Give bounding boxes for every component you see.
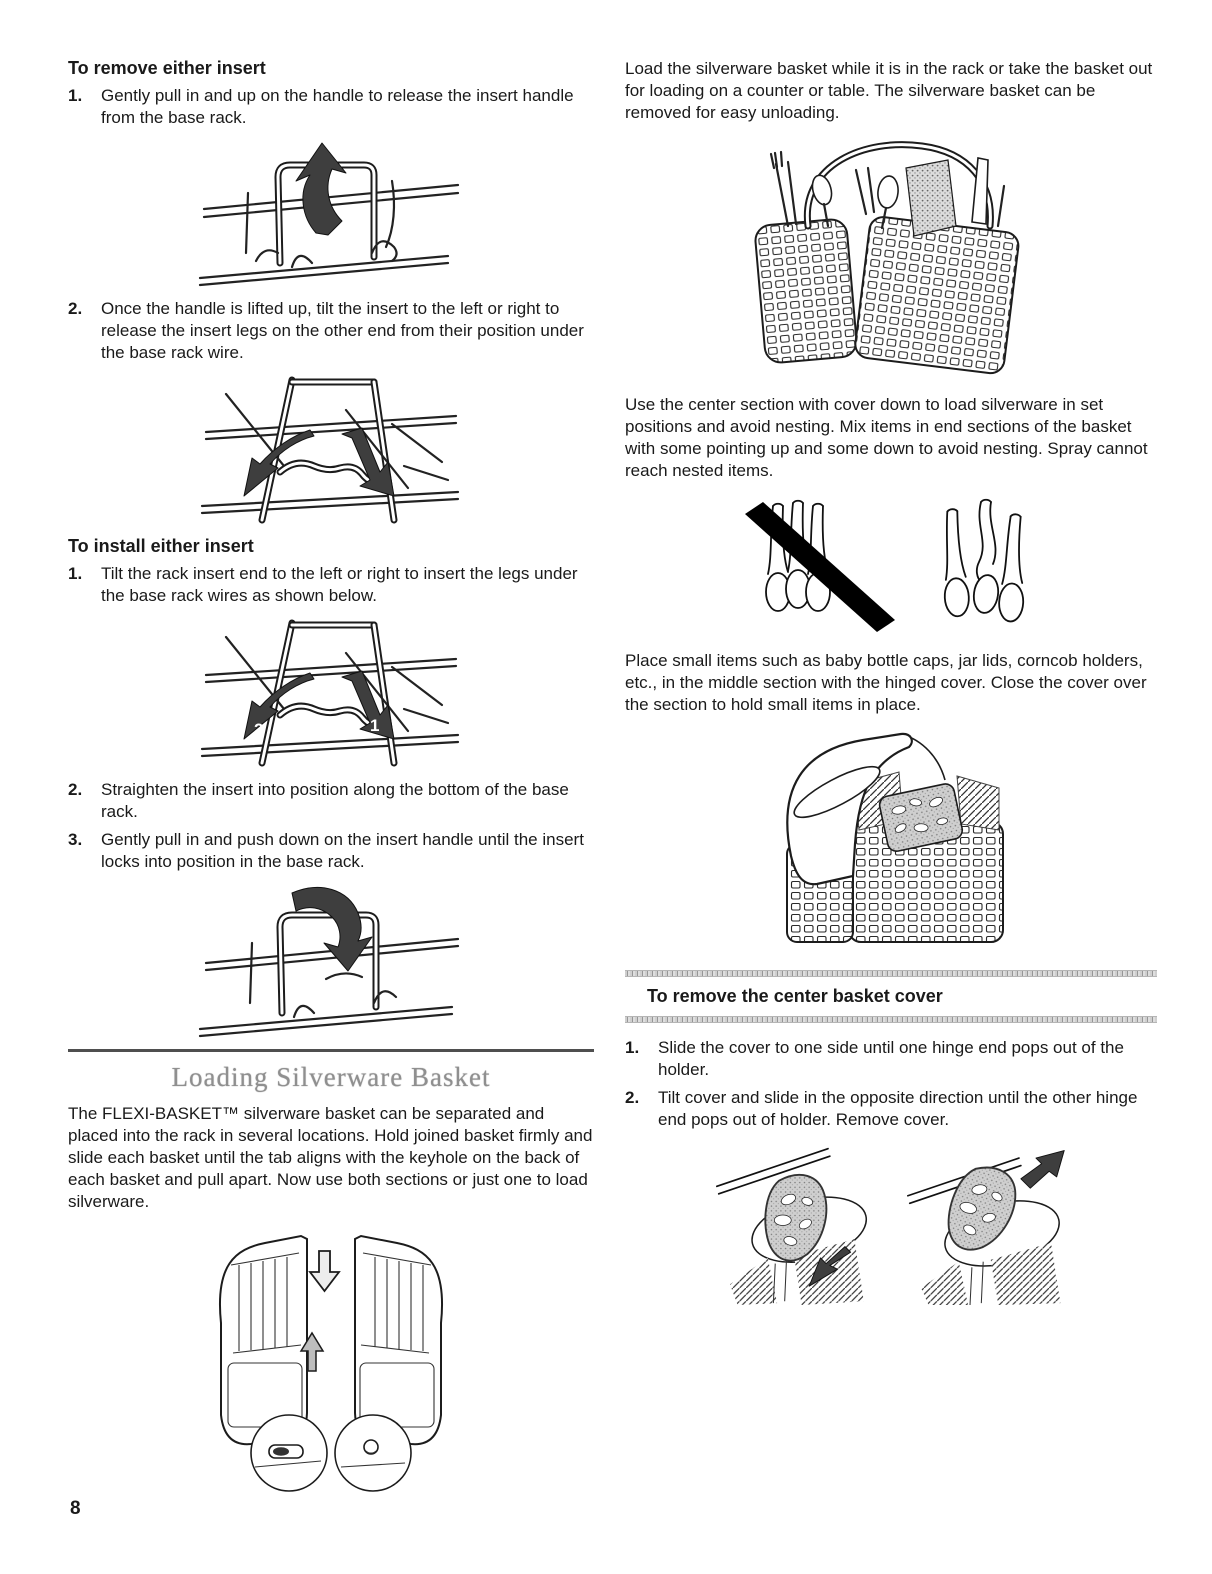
- wire-rack-install-illustration: [196, 613, 466, 771]
- wire-rack-tilt-illustration: [196, 370, 466, 528]
- basket-cover: [765, 1175, 826, 1261]
- section-divider: [68, 1049, 594, 1052]
- install-step-3: [68, 829, 594, 873]
- empty-basket-with-cover-illustration: [751, 726, 1031, 958]
- lift-arrow-icon: [1021, 1151, 1064, 1189]
- figure-install-insert: [68, 613, 594, 771]
- figure-empty-basket: [625, 726, 1157, 958]
- loading-basket-paragraph: The FLEXI-BASKET™ silverware basket can be separated and placed into the rack in several locations. Hold joined basket firmly and slide each basket until the tab aligns with the keyhole on the back of each basket and pull apart. Now use both sections or just one to load silverware.: [68, 1104, 593, 1211]
- step-number: 3.: [68, 830, 83, 849]
- step-text: Tilt the rack insert end to the left or right to insert the legs under the base rack wires as shown below.: [101, 564, 578, 605]
- figure-separated-baskets: [68, 1223, 594, 1493]
- grater-panel: [906, 160, 956, 236]
- basket-cover: [940, 1159, 1022, 1258]
- arrow-label-1: 1: [370, 716, 380, 735]
- slide-down-arrow-icon: [310, 1251, 339, 1291]
- loaded-silverware-basket-illustration: [736, 134, 1046, 386]
- cover-step-2: [625, 1087, 1157, 1131]
- step-number: 2.: [68, 780, 83, 799]
- nested-spoons-group: [745, 501, 895, 632]
- step-number: 2.: [625, 1088, 640, 1107]
- step-text: Straighten the insert into position along the bottom of the base rack.: [101, 780, 569, 821]
- spoon-bowl: [876, 175, 899, 209]
- wire-rack-lift-illustration: [196, 135, 466, 290]
- step-text: Tilt cover and slide in the opposite direction until the other hinge end pops out of holder. Remove cover.: [658, 1088, 1138, 1129]
- spoon-bowl: [809, 173, 834, 207]
- page-number: 8: [70, 1498, 81, 1519]
- remove-cover-heading: To remove the center basket cover: [647, 986, 943, 1006]
- figure-tilt-insert: [68, 370, 594, 528]
- figure-remove-insert: [68, 135, 594, 290]
- left-column: [68, 58, 594, 1503]
- remove-step-1: [68, 85, 594, 129]
- prohibition-slash-icon: [745, 502, 895, 632]
- install-insert-heading: To install either insert: [68, 536, 254, 556]
- remove-insert-heading: To remove either insert: [68, 58, 266, 78]
- center-section-paragraph: Use the center section with cover down to load silverware in set positions and avoid nesting. Mix items in end sections of the basket with some pointing up and some down to avoid nesting. Spray cannot reach nested items.: [625, 395, 1148, 480]
- cover-step-1: [625, 1037, 1157, 1081]
- figure-loaded-basket: [625, 134, 1157, 386]
- cover-slide-illustration: [713, 1143, 878, 1305]
- step-text: Slide the cover to one side until one hinge end pops out of the holder.: [658, 1038, 1124, 1079]
- small-items-paragraph: Place small items such as baby bottle caps, jar lids, corncob holders, etc., in the middle section with the hinged cover. Close the cover over the section to hold small items in place.: [625, 651, 1147, 714]
- curved-up-arrow-icon: [296, 143, 346, 235]
- figure-lock-insert: [68, 879, 594, 1039]
- cover-tilt-illustration: [904, 1143, 1069, 1305]
- loading-basket-heading: Loading Silverware Basket: [171, 1062, 491, 1092]
- step-number: 1.: [625, 1038, 640, 1057]
- mixed-spoons-group: [940, 500, 1028, 622]
- step-text: Gently pull in and push down on the insert handle until the insert locks into position in the base rack.: [101, 830, 584, 871]
- wire-rack-push-down-illustration: [196, 879, 466, 1039]
- remove-step-2: [68, 298, 594, 364]
- figure-no-nesting: [625, 492, 1157, 642]
- step-text: Once the handle is lifted up, tilt the insert to the left or right to release the insert legs on the other end from their position under the base rack wire.: [101, 299, 584, 362]
- arrow-label-2: 2: [254, 720, 264, 739]
- step-number: 2.: [68, 299, 83, 318]
- intro-paragraph: Load the silverware basket while it is in the rack or take the basket out for loading on a counter or table. The silverware basket can be removed for easy unloading.: [625, 59, 1153, 122]
- fork-tines: [771, 152, 782, 168]
- install-step-1: [68, 563, 594, 607]
- textured-divider-bottom: [625, 1016, 1157, 1023]
- right-column: [625, 58, 1157, 1305]
- nested-vs-mixed-spoons-illustration: [731, 492, 1051, 642]
- separated-basket-halves-illustration: [201, 1223, 461, 1493]
- step-text: Gently pull in and up on the handle to release the insert handle from the base rack.: [101, 86, 574, 127]
- step-number: 1.: [68, 86, 83, 105]
- install-step-2: [68, 779, 594, 823]
- figure-cover-removal: [625, 1143, 1157, 1305]
- textured-divider-top: [625, 970, 1157, 977]
- step-number: 1.: [68, 564, 83, 583]
